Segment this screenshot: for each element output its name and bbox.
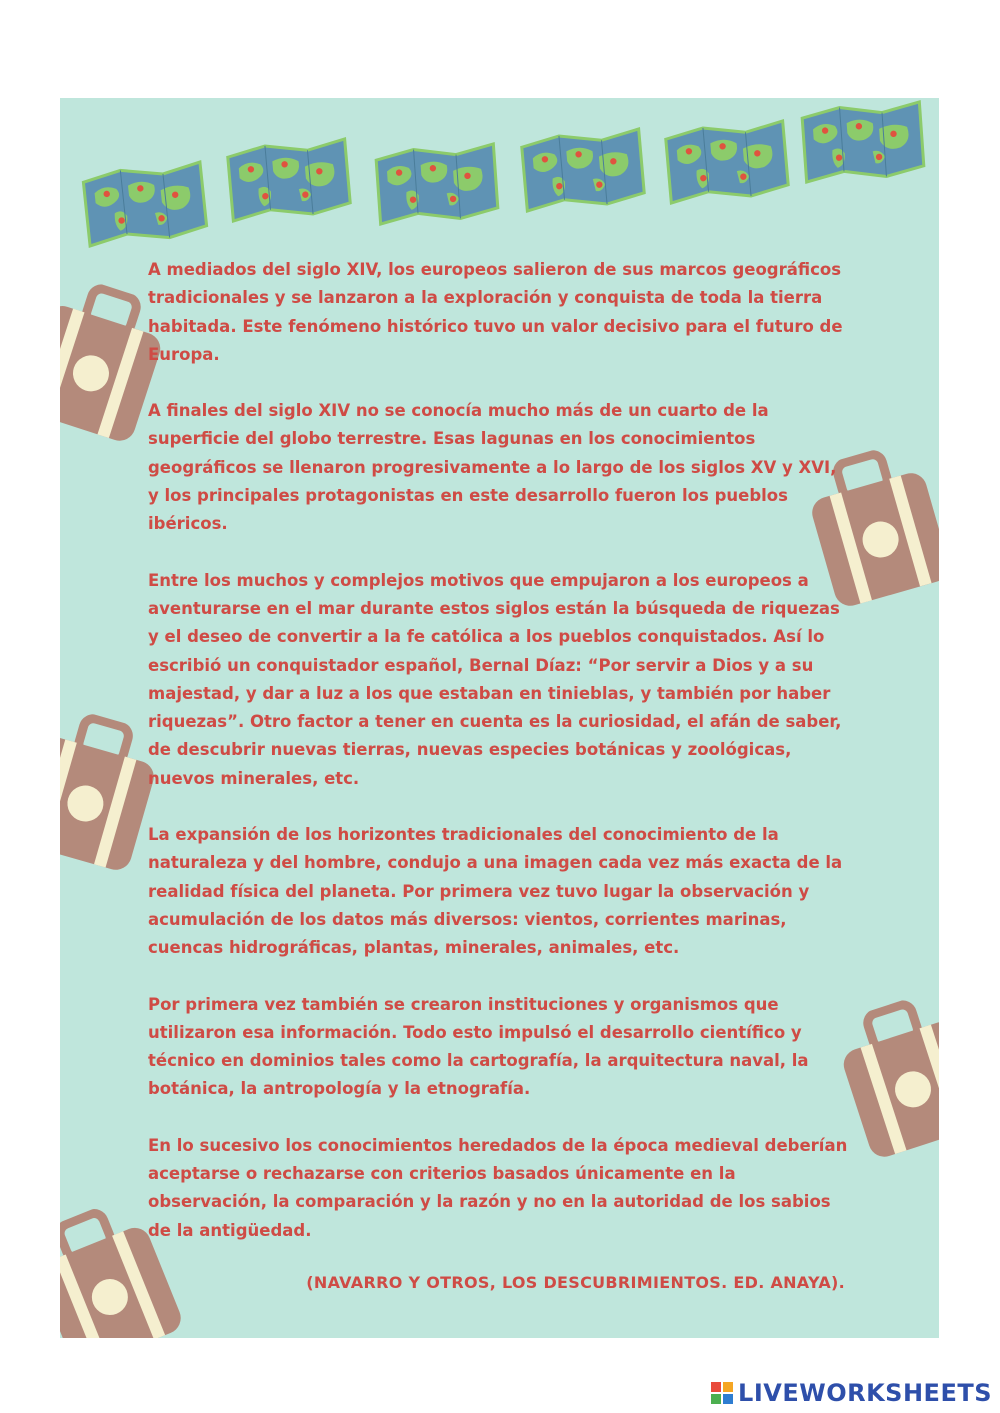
world-map-icon <box>225 137 353 223</box>
world-map-graphic <box>225 137 353 223</box>
brand-footer[interactable] <box>710 1378 992 1408</box>
paragraph: Por primera vez también se crearon instituciones y organismos que utilizaron esa información. Todo esto impulsó el desarrollo científico y técnico en dominios tales como la cartografía, la arquitectura naval, la botánica, la antropología y la etnografía. <box>148 994 809 1099</box>
world-map-icon <box>519 127 647 213</box>
world-map-graphic <box>80 160 209 248</box>
world-map-graphic <box>799 100 926 184</box>
world-map-icon <box>663 119 791 205</box>
paragraph: La expansión de los horizontes tradicionales del conocimiento de la naturaleza y del hombre, condujo a una imagen cada vez más exacta de la realidad física del planeta. Por primera vez tuvo lugar la observación y acumulación de los datos más diversos: vientos, corrientes marinas, cuencas hidrográficas, plantas, minerales, animales, etc. <box>148 825 843 958</box>
world-map-graphic <box>373 142 500 226</box>
brand-name: LIVEWORKSHEETS <box>738 1379 992 1407</box>
world-map-icon <box>373 142 500 226</box>
world-map-graphic <box>663 119 791 205</box>
paragraph: A mediados del siglo XIV, los europeos salieron de sus marcos geográficos tradicionales y se lanzaron a la exploración y conquista de toda la tierra habitada. Este fenómeno histórico tuvo un valor decisivo para el futuro de Europa. <box>148 260 843 364</box>
worksheet-panel <box>60 98 939 1338</box>
source-citation: (NAVARRO Y OTROS, LOS DESCUBRIMIENTOS. ED. ANAYA). <box>306 1273 845 1292</box>
reading-text <box>148 256 848 1273</box>
liveworksheets-logo-icon <box>710 1381 734 1405</box>
paragraph: Entre los muchos y complejos motivos que empujaron a los europeos a aventurarse en el mar durante estos siglos están la búsqueda de riquezas y el deseo de convertir a la fe católica a los pueblos conquistados. Así lo escribió un conquistador español, Bernal Díaz: “Por servir a Dios y a su majestad, y dar a luz a los que estaban en tinieblas, y también por haber riquezas”. Otro factor a tener en cuenta es la curiosidad, el afán de saber, de descubrir nuevas tierras, nuevas especies botánicas y zoológicas, nuevos minerales, etc. <box>148 570 842 788</box>
world-map-icon <box>80 160 209 248</box>
world-map-icon <box>799 100 926 184</box>
world-map-graphic <box>519 127 647 213</box>
paragraph: A finales del siglo XIV no se conocía mucho más de un cuarto de la superficie del globo terrestre. Esas lagunas en los conocimientos geográficos se llenaron progresivamente a lo largo de los siglos XV y XVI, y los principales protagonistas en este desarrollo fueron los pueblos ibéricos. <box>148 401 837 534</box>
paragraph: En lo sucesivo los conocimientos heredados de la época medieval deberían aceptarse o rechazarse con criterios basados únicamente en la observación, la comparación y la razón y no en la autoridad de los sabios de la antigüedad. <box>148 1135 848 1240</box>
